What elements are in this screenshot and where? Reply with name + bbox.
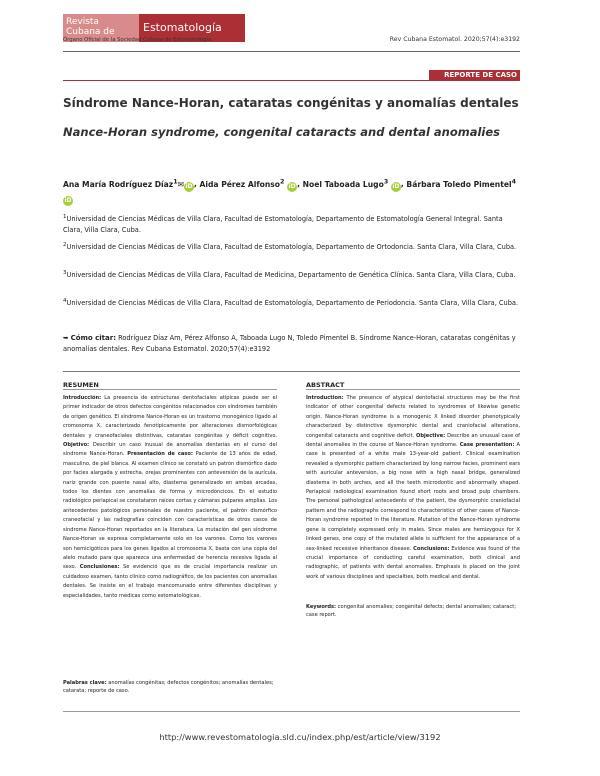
resumen-rule xyxy=(63,389,277,390)
part-label: Introduction: xyxy=(306,395,344,401)
author-name: Aida Pérez Alfonso xyxy=(199,179,281,189)
part-label: Presentación de caso: xyxy=(127,451,193,458)
part-text: La presencia de estructuras dentofaciales atípicas puede ser el primer indicador de otros defectos congénitos relacionados con síndromes también de origen genético. El síndrome Nance-Horan es un trastorno monogénico ligado al cromosoma X, caracterizado fenotípicamente por alteraciones dismorfológicas dentales y craneofaciales distintivas, cataratas congénitas y déficit cognitivo. xyxy=(63,395,277,439)
orcid-icon[interactable]: iD xyxy=(288,182,296,190)
abstract-rule xyxy=(306,389,520,390)
affiliation-text: Universidad de Ciencias Médicas de Villa Clara, Facultad de Estomatología, Departamento de Ortodoncia. Santa Clara, Villa Clara, Cuba. xyxy=(66,243,517,252)
part-label: Introducción: xyxy=(63,395,102,401)
section-rule xyxy=(63,80,520,81)
logo-name: Estomatología xyxy=(139,14,245,42)
logo-line1: Revista xyxy=(66,17,99,27)
resumen-heading: RESUMEN xyxy=(63,381,99,389)
abstract-body xyxy=(306,394,520,582)
journal-organ: Órgano Oficial de la Sociedad Cubana de Estomatología xyxy=(63,37,212,43)
author-list: Ana María Rodríguez Díaz$^1$✉iD, Aida Pérez Alfonso$^2$ iD, Noel Taboada Lugo$^3$ iD, Bárbara Toledo Pimentel$^4$ iD xyxy=(63,178,517,204)
header-rule xyxy=(63,51,520,52)
author-sup: 4 xyxy=(511,178,517,185)
section-badge: REPORTE DE CASO xyxy=(429,70,520,81)
footer-url-link[interactable]: http://www.revestomatologia.sld.cu/index.php/est/article/view/3192 xyxy=(159,732,441,742)
part-label: Objective: xyxy=(416,432,446,439)
cite-label: Cómo citar: xyxy=(70,334,116,342)
abstract-heading: ABSTRACT xyxy=(306,381,345,389)
footer-rule xyxy=(63,711,520,712)
part-text: Describir un caso inusual de anomalías dentarias en el curso del síndrome Nance-Horan. xyxy=(63,442,277,458)
resumen-body xyxy=(63,394,277,601)
mail-icon[interactable]: ✉ xyxy=(177,179,184,189)
part-text: The presence of atypical dentofacial structures may be the first indicator of other congenital defects related to syndromes of likewise genetic origin. Nance-Horan syndrome is a monogenic X linked disorder phenotypically characterized by distinctive dysmorphic dental and craniofacial alterations, congenital cataracts and cognitive deficit. xyxy=(306,395,520,439)
orcid-icon[interactable]: iD xyxy=(392,182,400,190)
abstract-divider xyxy=(63,371,520,372)
affiliation-sup: 2 xyxy=(63,242,67,248)
author-1[interactable] xyxy=(63,180,194,189)
title-spanish: Síndrome Nance-Horan, cataratas congénitas y anomalías dentales xyxy=(63,96,519,110)
affiliation-text: Universidad de Ciencias Médicas de Villa Clara, Facultad de Estomatología, Departamento de Estomatología General Integral. Santa Clara, Villa Clara, Cuba. xyxy=(63,215,503,234)
part-label: Conclusiones: xyxy=(79,564,120,571)
orcid-icon[interactable]: iD xyxy=(64,196,72,204)
resumen-keywords xyxy=(63,679,277,695)
cite-text: Rodríguez Díaz Am, Pérez Alfonso A, Taboada Lugo N, Toledo Pimentel B. Síndrome Nance-Horan, cataratas congénitas y anomalías dentales. Rev Cubana Estomatol. 2020;57(4):e3192 xyxy=(63,334,516,353)
keywords-label: Palabras clave: xyxy=(63,680,107,686)
abstract-keywords xyxy=(306,603,520,619)
affiliation-sup: 4 xyxy=(63,298,67,304)
part-label: Case presentation: xyxy=(459,442,515,449)
affiliation-2 xyxy=(63,240,523,253)
part-label: Conclusions: xyxy=(413,545,450,552)
part-label: Objetivo: xyxy=(63,442,90,449)
journal-citation: Rev Cubana Estomatol. 2020;57(4):e3192 xyxy=(389,36,520,43)
author-name: Noel Taboada Lugo xyxy=(302,179,384,189)
author-3[interactable] xyxy=(303,180,401,189)
keywords-label: Keywords: xyxy=(306,604,337,610)
orcid-icon[interactable]: iD xyxy=(185,182,193,190)
how-to-cite xyxy=(63,333,523,354)
affiliation-1 xyxy=(63,212,523,235)
affiliation-text: Universidad de Ciencias Médicas de Villa Clara, Facultad de Medicina, Departamento de Genética Clínica. Santa Clara, Villa Clara, Cuba. xyxy=(66,271,516,280)
author-name: Ana María Rodríguez Díaz xyxy=(63,179,174,189)
author-sup: 1 xyxy=(173,178,178,185)
cite-arrow-icon: ➥ xyxy=(63,334,69,342)
part-text: Describe an unusual case of dental anomalies in the course of Nance-Horan syndrome. xyxy=(306,432,520,449)
part-text: Se evidenció que es de crucial importancia realizar un cuidadoso examen, tanto clínico como radiográfico, de los pacientes con anomalías dentales. Se insiste en el trabajo mancomunado entre diferentes disciplinas y especialidades, tanto médicas como estomatológicas. xyxy=(63,564,278,599)
author-sup: 2 xyxy=(280,178,285,185)
affiliation-text: Universidad de Ciencias Médicas de Villa Clara, Facultad de Estomatología, Departamento de Periodoncia. Santa Clara, Villa Clara, Cuba. xyxy=(66,299,519,308)
author-sup: 3 xyxy=(383,178,389,185)
affiliation-3 xyxy=(63,268,523,281)
author-name: Bárbara Toledo Pimentel xyxy=(406,179,512,189)
affiliation-sup: 3 xyxy=(63,270,67,276)
keywords-text: anomalías congénitas; defectos congénitos; anomalías dentales; catarata; reporte de caso. xyxy=(63,680,274,695)
part-text: A case is presented of a white male 13-year-old patient. Clinical examination revealed a dysmorphic pattern characterized by long narrow facies, prominent ears with auricular anteversion, a big nose with a high nasal bridge, generalized diastema in both arches, and all the teeth microdontic and abnormally shaped. Periapical radiological examination found short roots and broad pulp chambers. The personal pathological antecedents of the patient, the dysmorphic craniofacial pattern and the radiographs correspond to characteristics of other cases of Nance-Horan syndrome reported in the literature. Mutation of the Nance-Horan syndrome gene is completely expressed only in males. Since males are hemizygous for X linked genes, one copy of the mutated allele is sufficient for the appearance of a sex-linked recessive inheritance disease. xyxy=(306,442,520,552)
part-text: Evidence was found of the crucial importance of conducting careful examination, both clinical and radiographic, of patients with dental anomalies. Emphasis is placed on the joint work of various disciplines and specialties, both medical and dental. xyxy=(306,545,520,580)
keywords-text: congenital anomalies; congenital defects; dental anomalies; cataract; case report. xyxy=(306,604,516,619)
logo-line2: Cubana de xyxy=(66,27,115,37)
affiliation-sup: 1 xyxy=(63,214,67,220)
part-text: Paciente de 13 años de edad, masculino, de piel blanca. Al examen clínico se constató un patrón dismórfico dado por facies alargada y estrecha, orejas prominentes con anteversión de la aurícula, nariz grande con puente nasal alto, diastema generalizado en ambas arcadas, todos los dientes con anomalías de forma y microdóncicos. En el estudio radiológico periapical se constataron raíces cortas y cámaras pulpares amplias. Los antecedentes patológicos personales de nuestro paciente, el patrón dismórfico craneofacial y las radiografías coinciden con características de otros casos de síndrome Nance-Horan reportados en la literatura. La mutación del gen síndrome Nance-Horan se expresa completamente solo en los varones. Como los varones son hemicigóticos para los genes ligados al cromosoma X, basta con una copia del alelo mutado para que aparezca una enfermedad de herencia recesiva ligada al sexo. xyxy=(63,451,277,571)
affiliation-4 xyxy=(63,296,523,309)
title-english: Nance-Horan syndrome, congenital cataracts and dental anomalies xyxy=(63,125,501,139)
author-2[interactable] xyxy=(200,180,298,189)
